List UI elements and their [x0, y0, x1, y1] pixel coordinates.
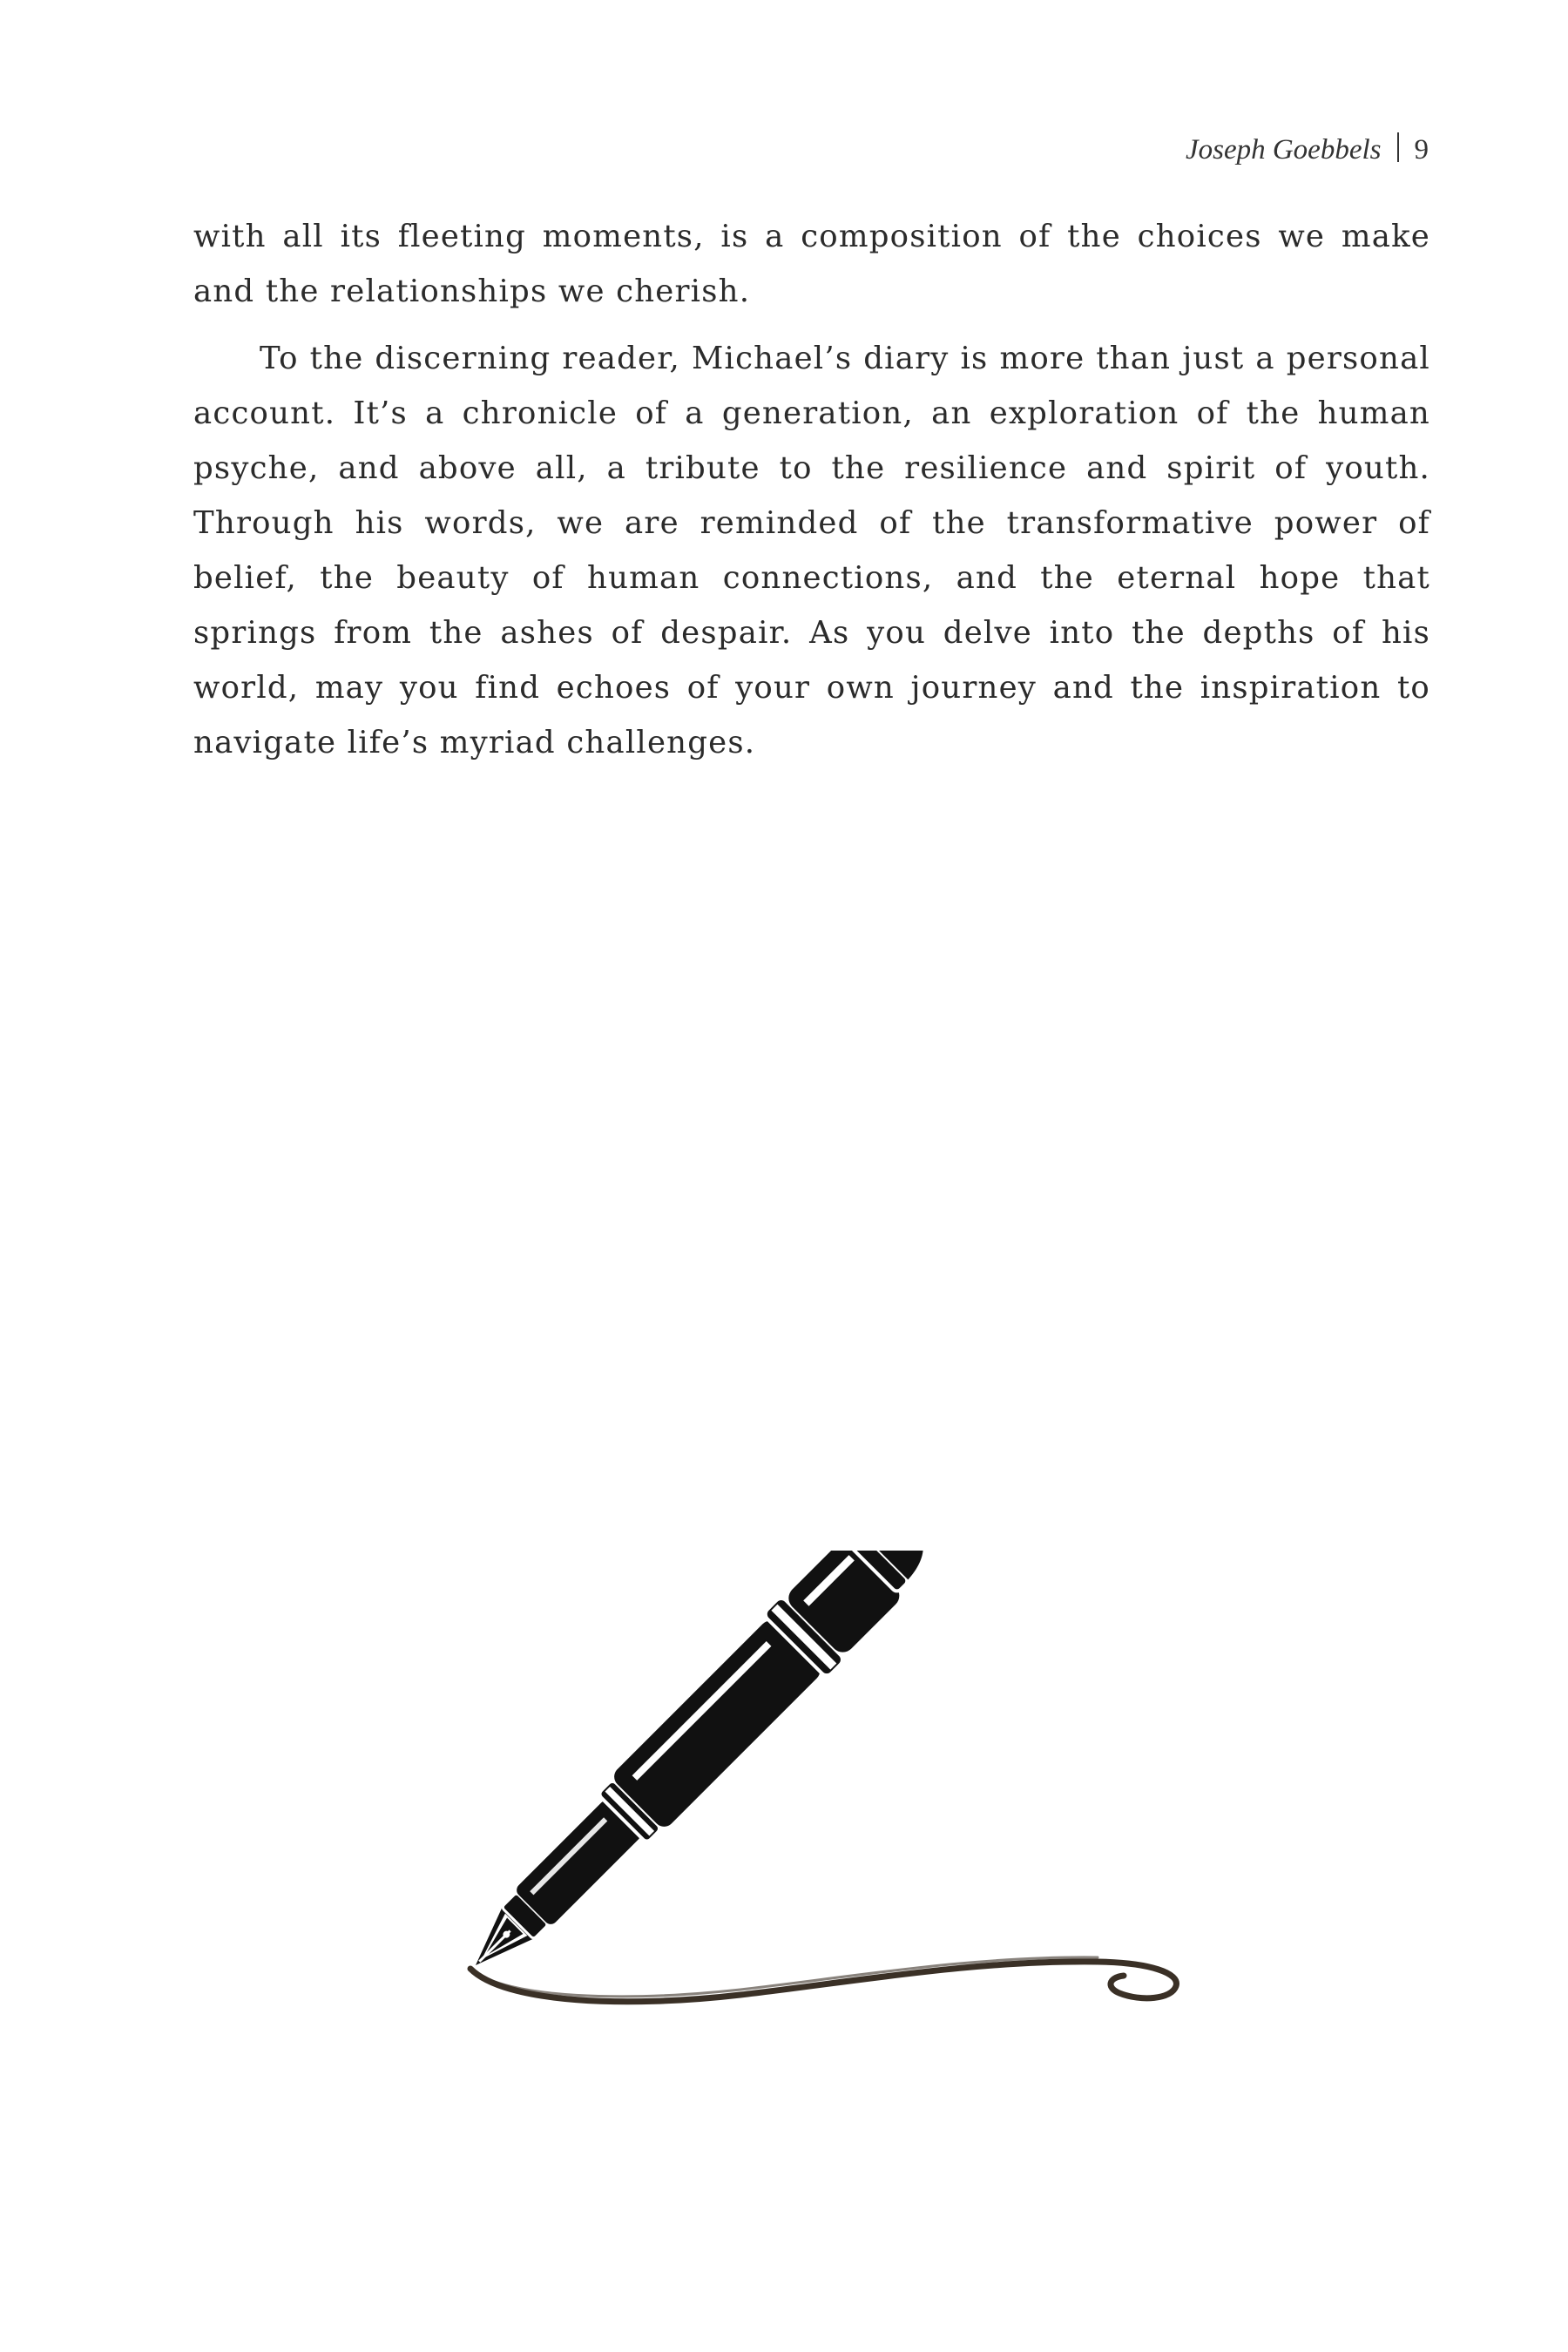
header-separator [1397, 132, 1399, 162]
paragraph-continued: with all its fleeting moments, is a composition of the choices we make and the relationships we cherish. [193, 219, 1430, 309]
pen-ornament [453, 1551, 1202, 2021]
fountain-pen-icon [453, 1551, 946, 1997]
body-text [193, 209, 1430, 782]
running-title: Joseph Goebbels [1185, 134, 1382, 166]
running-header [1186, 129, 1429, 166]
paragraph: To the discerning reader, Michael’s diary is more than just a personal account. It’s a chronicle of a generation, an exploration of the human psyche, and above all, a tribute to the resilience and spirit of youth. Through his words, we are reminded of the transformative power of belief, the beauty of human connections, and the eternal hope that springs from the ashes of despair. As you delve into the depths of his world, may you find echoes of your own journey and the inspiration to navigate life’s myriad challenges. [193, 341, 1430, 760]
ink-flourish [470, 1957, 1176, 2002]
page-number: 9 [1414, 134, 1429, 166]
